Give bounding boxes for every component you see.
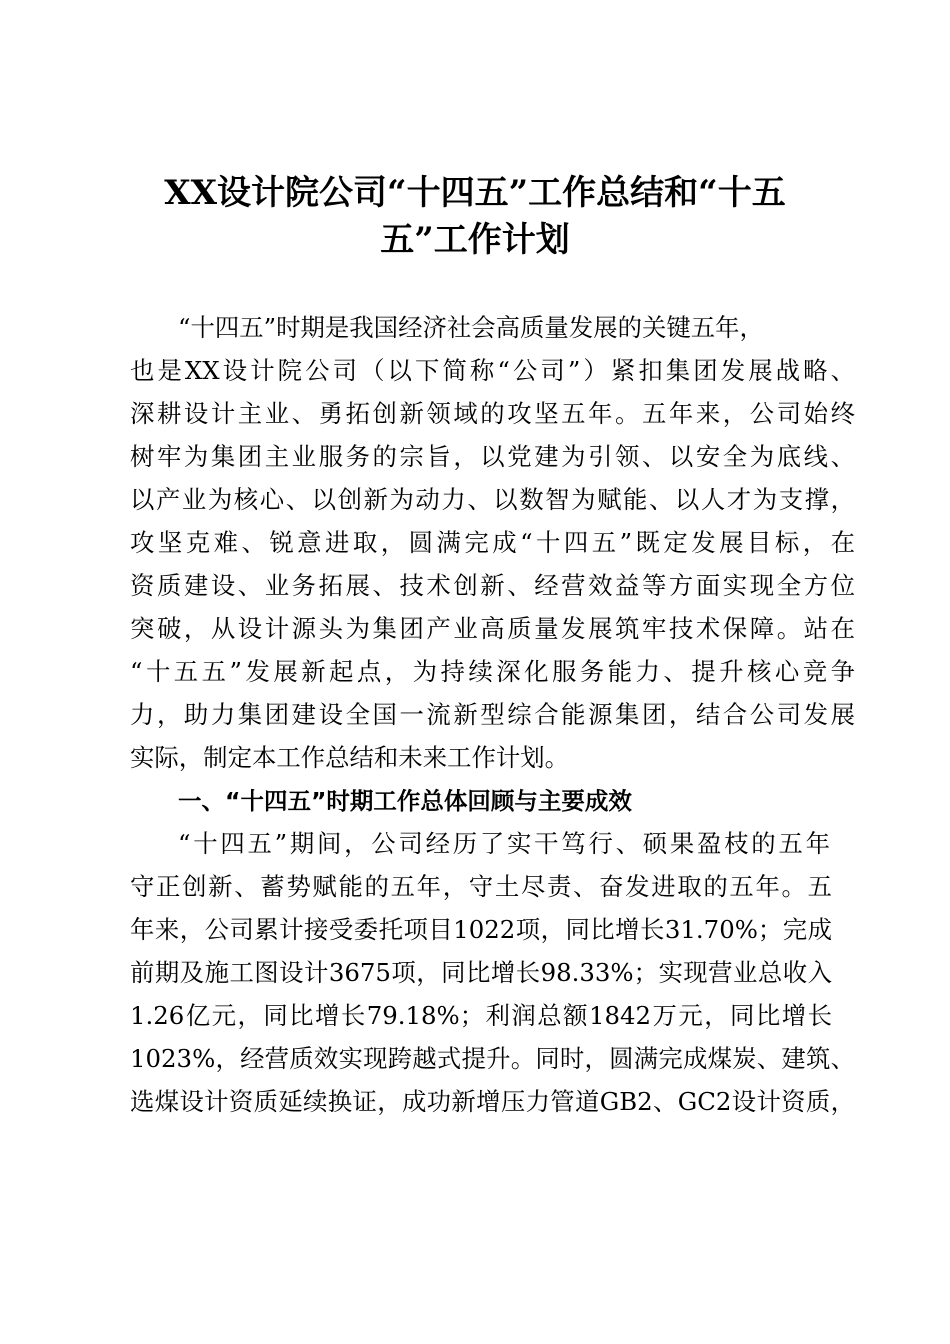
intro-paragraph-line: 树牢为集团主业服务的宗旨，以党建为引领、以安全为底线、 [130, 442, 855, 471]
section-paragraph-line: 1.26亿元，同比增长79.18%；利润总额1842万元，同比增长 [130, 1001, 832, 1030]
section-paragraph-line: 前期及施工图设计3675项，同比增长98.33%；实现营业总收入 [130, 958, 832, 987]
intro-paragraph-line: “十五五”发展新起点，为持续深化服务能力、提升核心竞争 [130, 657, 855, 686]
intro-paragraph-line: 也是XX设计院公司（以下简称“公司”）紧扣集团发展战略、 [130, 356, 855, 385]
intro-paragraph-line: 深耕设计主业、勇拓创新领域的攻坚五年。五年来，公司始终 [130, 399, 855, 428]
intro-paragraph-line: “十四五”时期是我国经济社会高质量发展的关键五年， [178, 313, 764, 342]
document-title-line-2: 五”工作计划 [380, 220, 570, 260]
intro-paragraph-line: 资质建设、业务拓展、技术创新、经营效益等方面实现全方位 [130, 571, 855, 600]
intro-paragraph-line: 突破，从设计源头为集团产业高质量发展筑牢技术保障。站在 [130, 614, 855, 643]
section-paragraph-line: 年来，公司累计接受委托项目1022项，同比增长31.70%；完成 [130, 915, 832, 944]
section-paragraph-line: “十四五”期间，公司经历了实干笃行、硕果盈枝的五年 [178, 829, 830, 858]
intro-paragraph-line: 攻坚克难、锐意进取，圆满完成“十四五”既定发展目标，在 [130, 528, 855, 557]
section-paragraph-line: 选煤设计资质延续换证，成功新增压力管道GB2、GC2设计资质， [130, 1087, 855, 1116]
section-paragraph-line: 1023%，经营质效实现跨越式提升。同时，圆满完成煤炭、建筑、 [130, 1044, 855, 1073]
document-title-line-1: XX设计院公司“十四五”工作总结和“十五 [164, 173, 786, 213]
section-paragraph-line: 守正创新、蓄势赋能的五年，守土尽责、奋发进取的五年。五 [130, 872, 832, 901]
section-heading: 一、“十四五”时期工作总体回顾与主要成效 [178, 787, 632, 815]
intro-paragraph-line: 实际，制定本工作总结和未来工作计划。 [130, 743, 570, 772]
intro-paragraph-line: 以产业为核心、以创新为动力、以数智为赋能、以人才为支撑， [130, 485, 855, 514]
intro-paragraph-line: 力，助力集团建设全国一流新型综合能源集团，结合公司发展 [130, 700, 855, 729]
